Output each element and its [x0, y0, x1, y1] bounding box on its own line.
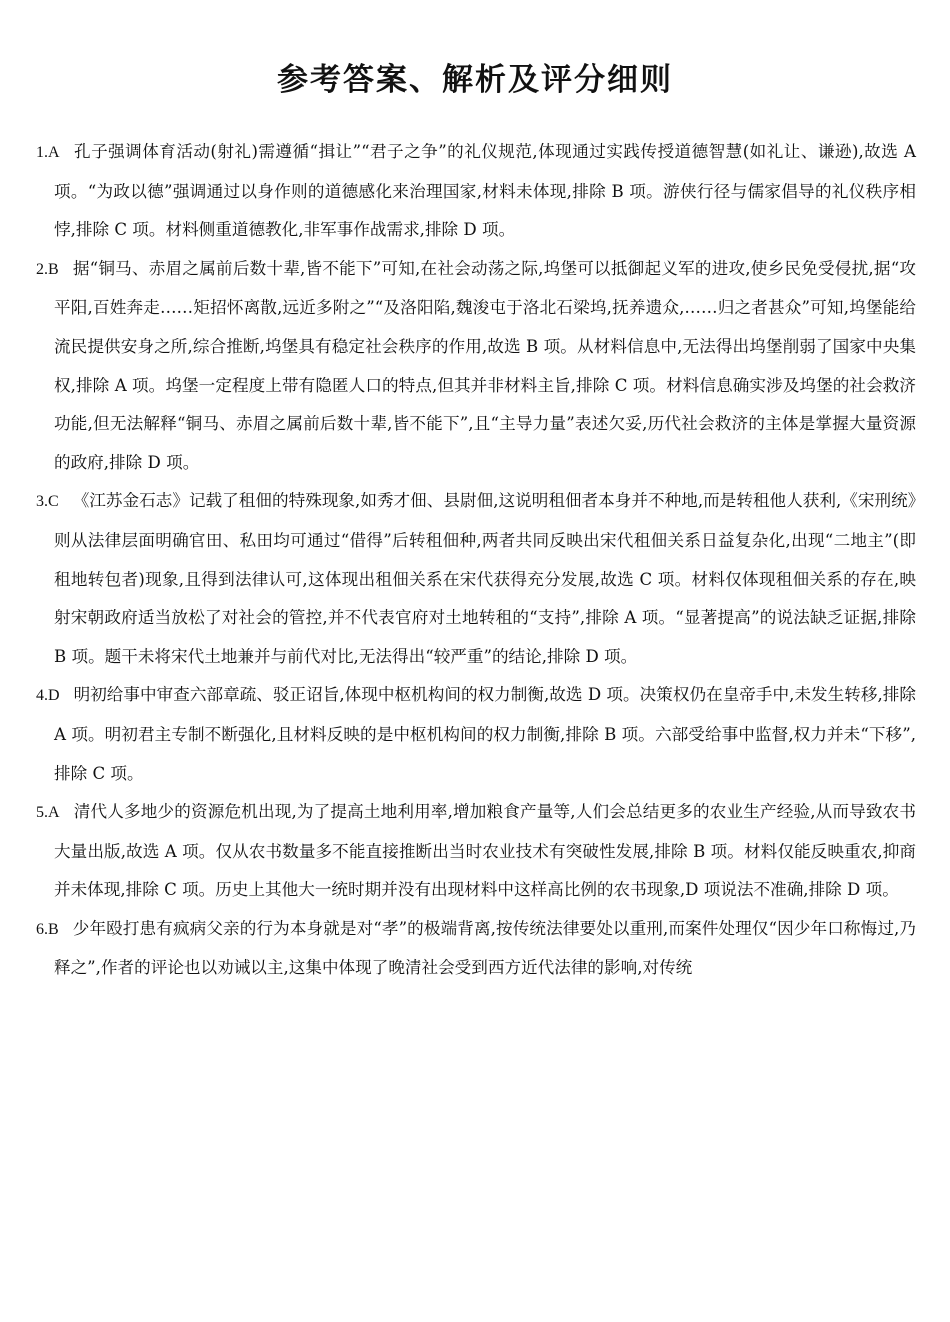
question-number: 1. — [36, 144, 48, 161]
question-number: 5. — [36, 804, 48, 822]
answer-letter: B — [48, 260, 59, 278]
question-number: 4. — [36, 687, 48, 705]
answer-letter: C — [48, 493, 59, 511]
answer-item-1 — [36, 133, 916, 250]
answer-list — [36, 133, 916, 988]
explanation-text: 《江苏金石志》记载了租佃的特殊现象,如秀才佃、县尉佃,这说明租佃者本身并不种地,而是转租他人获利,《宋刑统》则从法律层面明确官田、私田均可通过“借得”后转租佃种,两者共同反映出宋代租佃关系日益复杂化,出现“二地主”(即租地转包者)现象,且得到法律认可,这体现出租佃关系在宋代获得充分发展,故选 C 项。材料仅体现租佃关系的存在,映射宋朝政府适当放松了对社会的管控,并不代表官府对土地转租的“支持”,排除 A 项。“显著提高”的说法缺乏证据,排除 B 项。题干未将宋代土地兼并与前代对比,无法得出“较严重”的结论,排除 D 项。 — [54, 491, 916, 666]
explanation-text: 清代人多地少的资源危机出现,为了提高土地利用率,增加粮食产量等,人们会总结更多的农业生产经验,从而导致农书大量出版,故选 A 项。仅从农书数量多不能直接推断出当时农业技术有突破性发展,排除 B 项。材料仅能反映重农,抑商并未体现,排除 C 项。历史上其他大一统时期并没有出现材料中这样高比例的农书现象,D 项说法不准确,排除 D 项。 — [54, 802, 916, 900]
answer-item-3 — [36, 482, 916, 676]
explanation-text: 少年殴打患有疯病父亲的行为本身就是对“孝”的极端背离,按传统法律要处以重刑,而案件处理仅“因少年口称悔过,乃释之”,作者的评论也以劝诫以主,这集中体现了晚清社会受到西方近代法律的影响,对传统 — [54, 918, 916, 978]
question-number: 2. — [36, 260, 48, 278]
answer-letter: A — [48, 144, 60, 161]
answer-item-6 — [36, 910, 916, 988]
answer-letter: A — [48, 804, 60, 822]
explanation-text: 孔子强调体育活动(射礼)需遵循“揖让”“君子之争”的礼仪规范,体现通过实践传授道德智慧(如礼让、谦逊),故选 A 项。“为政以德”强调通过以身作则的道德感化来治理国家,材料未体现,排除 B 项。游侠行径与儒家倡导的礼仪秩序相悖,排除 C 项。材料侧重道德教化,非军事作战需求,排除 D 项。 — [54, 142, 916, 240]
answer-item-5 — [36, 793, 916, 910]
page-title: 参考答案、解析及评分细则 — [277, 62, 673, 98]
explanation-text: 据“铜马、赤眉之属前后数十辈,皆不能下”可知,在社会动荡之际,坞堡可以抵御起义军的进攻,使乡民免受侵扰,据“攻平阳,百姓奔走……矩招怀离散,远近多附之”“及洛阳陷,魏浚屯于洛北石梁坞,抚养遗众,……归之者甚众”可知,坞堡能给流民提供安身之所,综合推断,坞堡具有稳定社会秩序的作用,故选 B 项。从材料信息中,无法得出坞堡削弱了国家中央集权,排除 A 项。坞堡一定程度上带有隐匿人口的特点,但其并非材料主旨,排除 C 项。材料信息确实涉及坞堡的社会救济功能,但无法解释“铜马、赤眉之属前后数十辈,皆不能下”,且“主导力量”表述欠妥,历代社会救济的主体是掌握大量资源的政府,排除 D 项。 — [54, 258, 916, 472]
answer-letter: D — [48, 687, 60, 705]
answer-letter: B — [48, 920, 59, 938]
answer-item-4 — [36, 676, 916, 793]
answer-item-2 — [36, 250, 916, 483]
question-number: 3. — [36, 493, 48, 511]
explanation-text: 明初给事中审查六部章疏、驳正诏旨,体现中枢机构间的权力制衡,故选 D 项。决策权仍在皇帝手中,未发生转移,排除 A 项。明初君主专制不断强化,且材料反映的是中枢机构间的权力制衡,排除 B 项。六部受给事中监督,权力并未“下移”,排除 C 项。 — [54, 685, 916, 783]
question-number: 6. — [36, 920, 48, 938]
